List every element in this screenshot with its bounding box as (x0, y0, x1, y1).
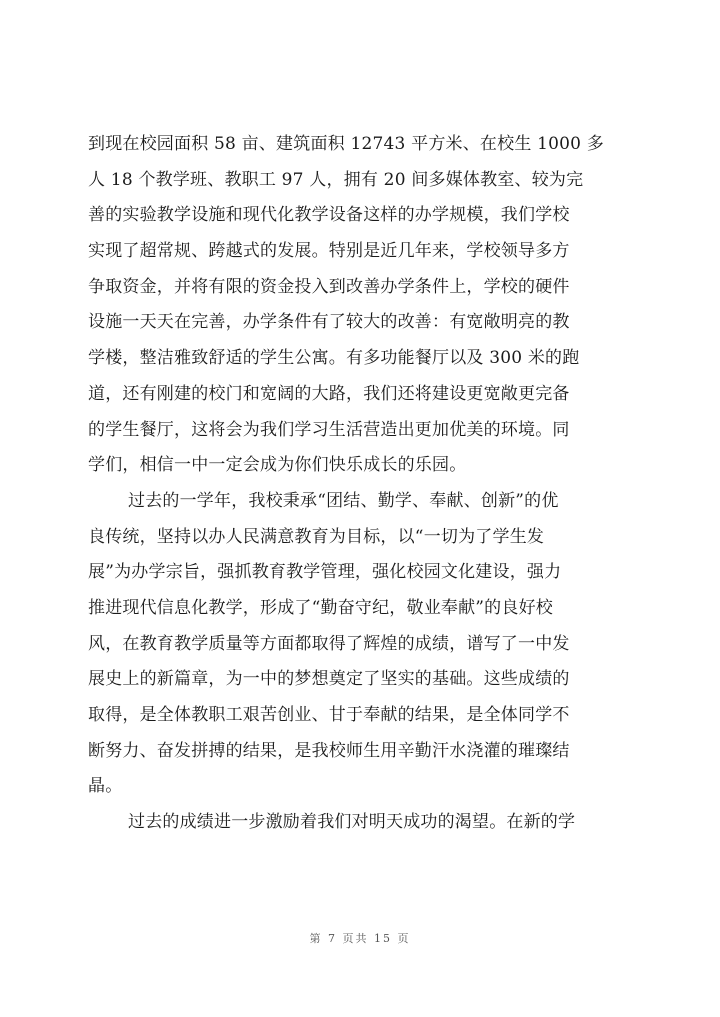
text-line: 学们，相信一中一定会成为你们快乐成长的乐园。 (88, 455, 467, 476)
paragraph-start-line: 过去的成绩进一步激励着我们对明天成功的渴望。在新的学 (128, 812, 576, 833)
text-line: 良传统，坚持以办人民满意教育为目标，以“一切为了学生发 (88, 526, 545, 547)
text-line: 争取资金，并将有限的资金投入到改善办学条件上，学校的硬件 (88, 276, 570, 297)
text-line: 善的实验教学设施和现代化教学设备这样的办学规模，我们学校 (88, 205, 570, 226)
text-line: 设施一天天在完善，办学条件有了较大的改善：有宽敞明亮的教 (88, 312, 570, 333)
text-line: 推进现代信息化教学，形成了“勤奋守纪，敬业奉献”的良好校 (88, 597, 553, 618)
text-line: 晶。 (88, 776, 123, 797)
text-line: 取得，是全体教职工艰苦创业、甘于奉献的结果，是全体同学不 (88, 705, 570, 725)
text-line: 的学生餐厅，这将会为我们学习生活营造出更加优美的环境。同 (88, 419, 570, 440)
text-line: 学楼，整洁雅致舒适的学生公寓。有多功能餐厅以及 300 米的跑 (88, 348, 580, 369)
text-line: 风，在教育教学质量等方面都取得了辉煌的成绩，谱写了一中发 (88, 633, 570, 654)
body-text (88, 127, 648, 841)
text-line: 到现在校园面积 58 亩、建筑面积 12743 平方米、在校生 1000 多 (88, 134, 604, 154)
text-line: 道，还有刚建的校门和宽阔的大路，我们还将建设更宽敞更完备 (88, 383, 570, 404)
paragraph-start-line: 过去的一学年，我校秉承“团结、勤学、奉献、创新”的优 (128, 490, 559, 511)
page-footer: 第 7 页共 15 页 (309, 932, 411, 945)
text-line: 展史上的新篇章，为一中的梦想奠定了坚实的基础。这些成绩的 (88, 669, 570, 690)
text-line: 断努力、奋发拼搏的结果，是我校师生用辛勤汗水浇灌的璀璨结 (88, 740, 570, 761)
text-line: 实现了超常规、跨越式的发展。特别是近几年来，学校领导多方 (88, 241, 570, 262)
text-line: 展”为办学宗旨，强抓教育教学管理，强化校园文化建设，强力 (88, 562, 562, 583)
text-line: 人 18 个教学班、教职工 97 人，拥有 20 间多媒体教室、较为完 (88, 169, 584, 190)
